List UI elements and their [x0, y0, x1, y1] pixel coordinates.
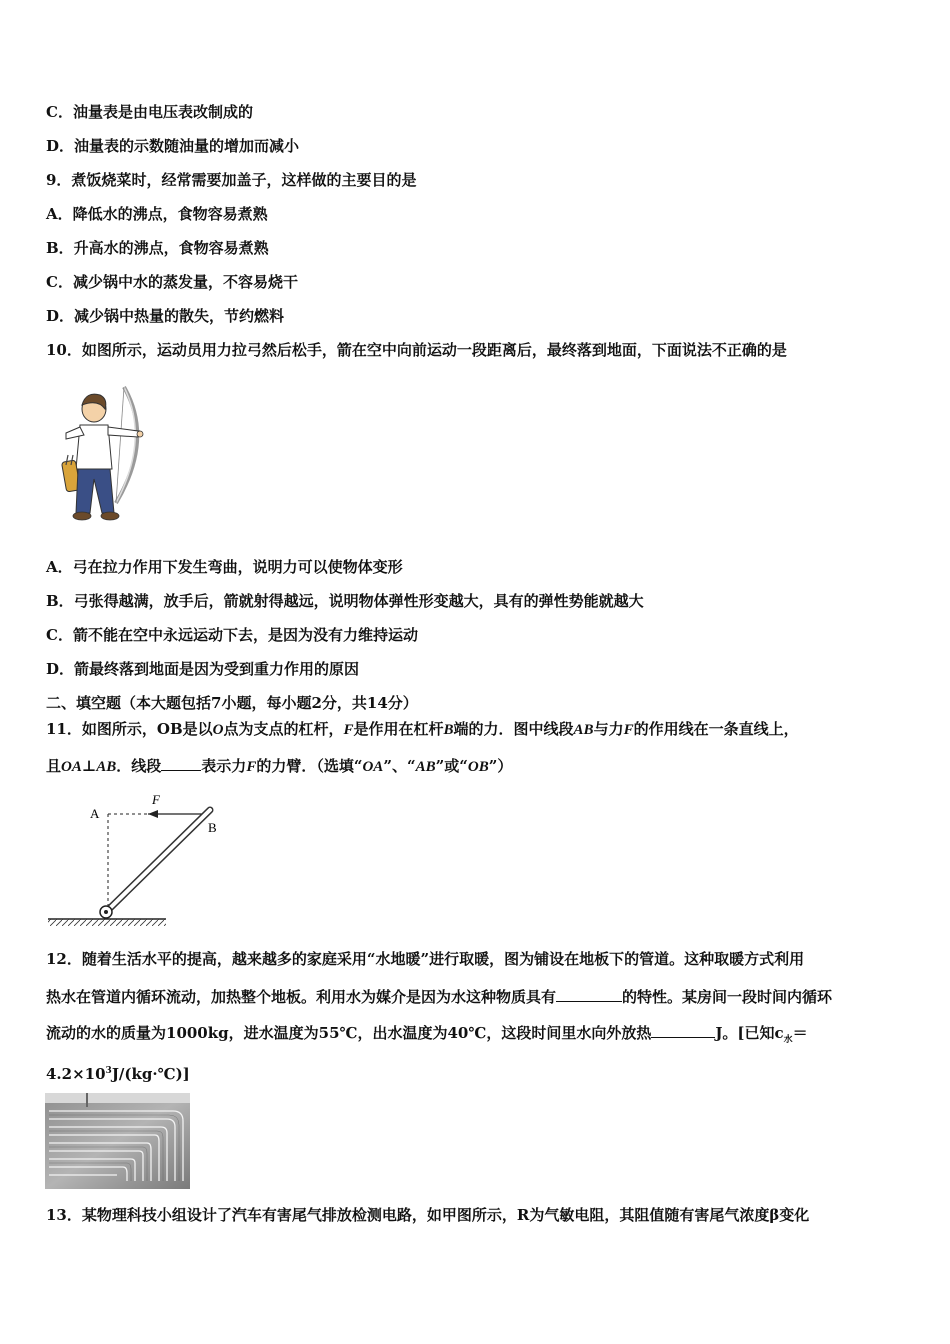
q11-var-oa: OA — [61, 759, 82, 775]
q11-line-1 — [46, 719, 799, 740]
section-2-title: 二、填空题（本大题包括7小题，每小题2分，共14分） — [46, 694, 418, 712]
q11-var-ab: AB — [96, 759, 117, 775]
q13-stem: 13．某物理科技小组设计了汽车有害尾气排放检测电路，如甲图所示，R为气敏电阻，其阻值随有害尾气浓度β变化 — [46, 1206, 810, 1224]
archer-figure — [58, 383, 148, 523]
q8-option-c: C．油量表是由电压表改制成的 — [46, 103, 253, 121]
q11-text: 表示力 — [201, 757, 247, 775]
q11-text: ”或“ — [435, 757, 468, 775]
q9-option-a: A．降低水的沸点，食物容易煮熟 — [46, 205, 268, 223]
q11-text: 是作用在杠杆 — [353, 720, 444, 738]
q8-option-d: D．油量表的示数随油量的增加而减小 — [46, 137, 300, 155]
q11-text: ．线段 — [116, 757, 162, 775]
q12-text: ＝ — [792, 1024, 808, 1042]
q10-option-d: D．箭最终落到地面是因为受到重力作用的原因 — [46, 660, 360, 678]
q11-var-f: F — [343, 722, 354, 738]
lever-figure — [44, 788, 234, 936]
q9-stem: 9．煮饭烧菜时，经常需要加盖子，这样做的主要目的是 — [46, 171, 417, 189]
q11-text: ”、“ — [383, 757, 416, 775]
q12-line-4 — [46, 1061, 190, 1084]
q9-option-d: D．减少锅中热量的散失，节约燃料 — [46, 307, 285, 325]
q11-answer-blank[interactable] — [161, 756, 201, 771]
q11-var-f: F — [246, 759, 257, 775]
q12-text: 流动的水的质量为1000kg，进水温度为55℃，出水温度为40℃，这段时间里水向外放热 — [46, 1024, 652, 1042]
q11-text: 的作用线在一条直线上， — [633, 720, 799, 738]
q12-subscript: 水 — [783, 1035, 793, 1045]
q12-line-3 — [46, 1023, 808, 1050]
q10-option-c: C．箭不能在空中永远运动下去，是因为没有力维持运动 — [46, 626, 418, 644]
q11-text: 与力 — [593, 720, 624, 738]
q11-text: ”） — [488, 757, 513, 775]
q11-text: 且 — [46, 757, 62, 775]
q10-option-a: A．弓在拉力作用下发生弯曲，说明力可以使物体变形 — [46, 558, 403, 576]
q11-text: 的力臂．（选填“ — [256, 757, 363, 775]
q12-text: 的特性。某房间一段时间内循环 — [622, 988, 833, 1006]
floor-heating-photo — [45, 1093, 190, 1189]
lever-label-b: B — [208, 820, 217, 835]
q12-line-2 — [46, 987, 832, 1007]
q11-var-b: B — [443, 722, 454, 738]
q11-line-2 — [46, 756, 512, 777]
q11-var-ab: AB — [573, 722, 594, 738]
q11-text: 11．如图所示，OB是以 — [46, 720, 213, 738]
q10-stem: 10．如图所示，运动员用力拉弓然后松手，箭在空中向前运动一段距离后，最终落到地面，下面说法不正确的是 — [46, 341, 787, 359]
q12-superscript: 3 — [105, 1066, 112, 1076]
q9-option-c: C．减少锅中水的蒸发量，不容易烧干 — [46, 273, 298, 291]
q12-answer-blank-2[interactable] — [651, 1023, 715, 1038]
q12-line-1: 12．随着生活水平的提高，越来越多的家庭采用“水地暖”进行取暖，图为铺设在地板下的管道。这种取暖方式利用 — [46, 950, 805, 968]
q11-choice-ab: AB — [415, 759, 436, 775]
lever-label-a: A — [90, 806, 100, 821]
q11-var-f: F — [623, 722, 634, 738]
q12-text: J/(kg·℃)] — [111, 1065, 190, 1083]
q11-text: 点为支点的杠杆， — [223, 720, 344, 738]
q11-text: 端的力．图中线段 — [453, 720, 574, 738]
q11-perp: ⊥ — [81, 757, 97, 775]
q12-text: 热水在管道内循环流动，加热整个地板。利用水为媒介是因为水这种物质具有 — [46, 988, 557, 1006]
q12-text: 4.2×10 — [46, 1065, 106, 1083]
q12-answer-blank-1[interactable] — [556, 987, 622, 1002]
q11-choice-ob: OB — [467, 759, 489, 775]
q11-var-o: O — [212, 722, 224, 738]
q9-option-b: B．升高水的沸点，食物容易煮熟 — [46, 239, 269, 257]
q11-choice-oa: OA — [362, 759, 384, 775]
q10-option-b: B．弓张得越满，放手后，箭就射得越远，说明物体弹性形变越大，具有的弹性势能就越大 — [46, 592, 644, 610]
lever-label-f: F — [152, 792, 160, 807]
q12-text: J。[已知c — [715, 1024, 784, 1042]
